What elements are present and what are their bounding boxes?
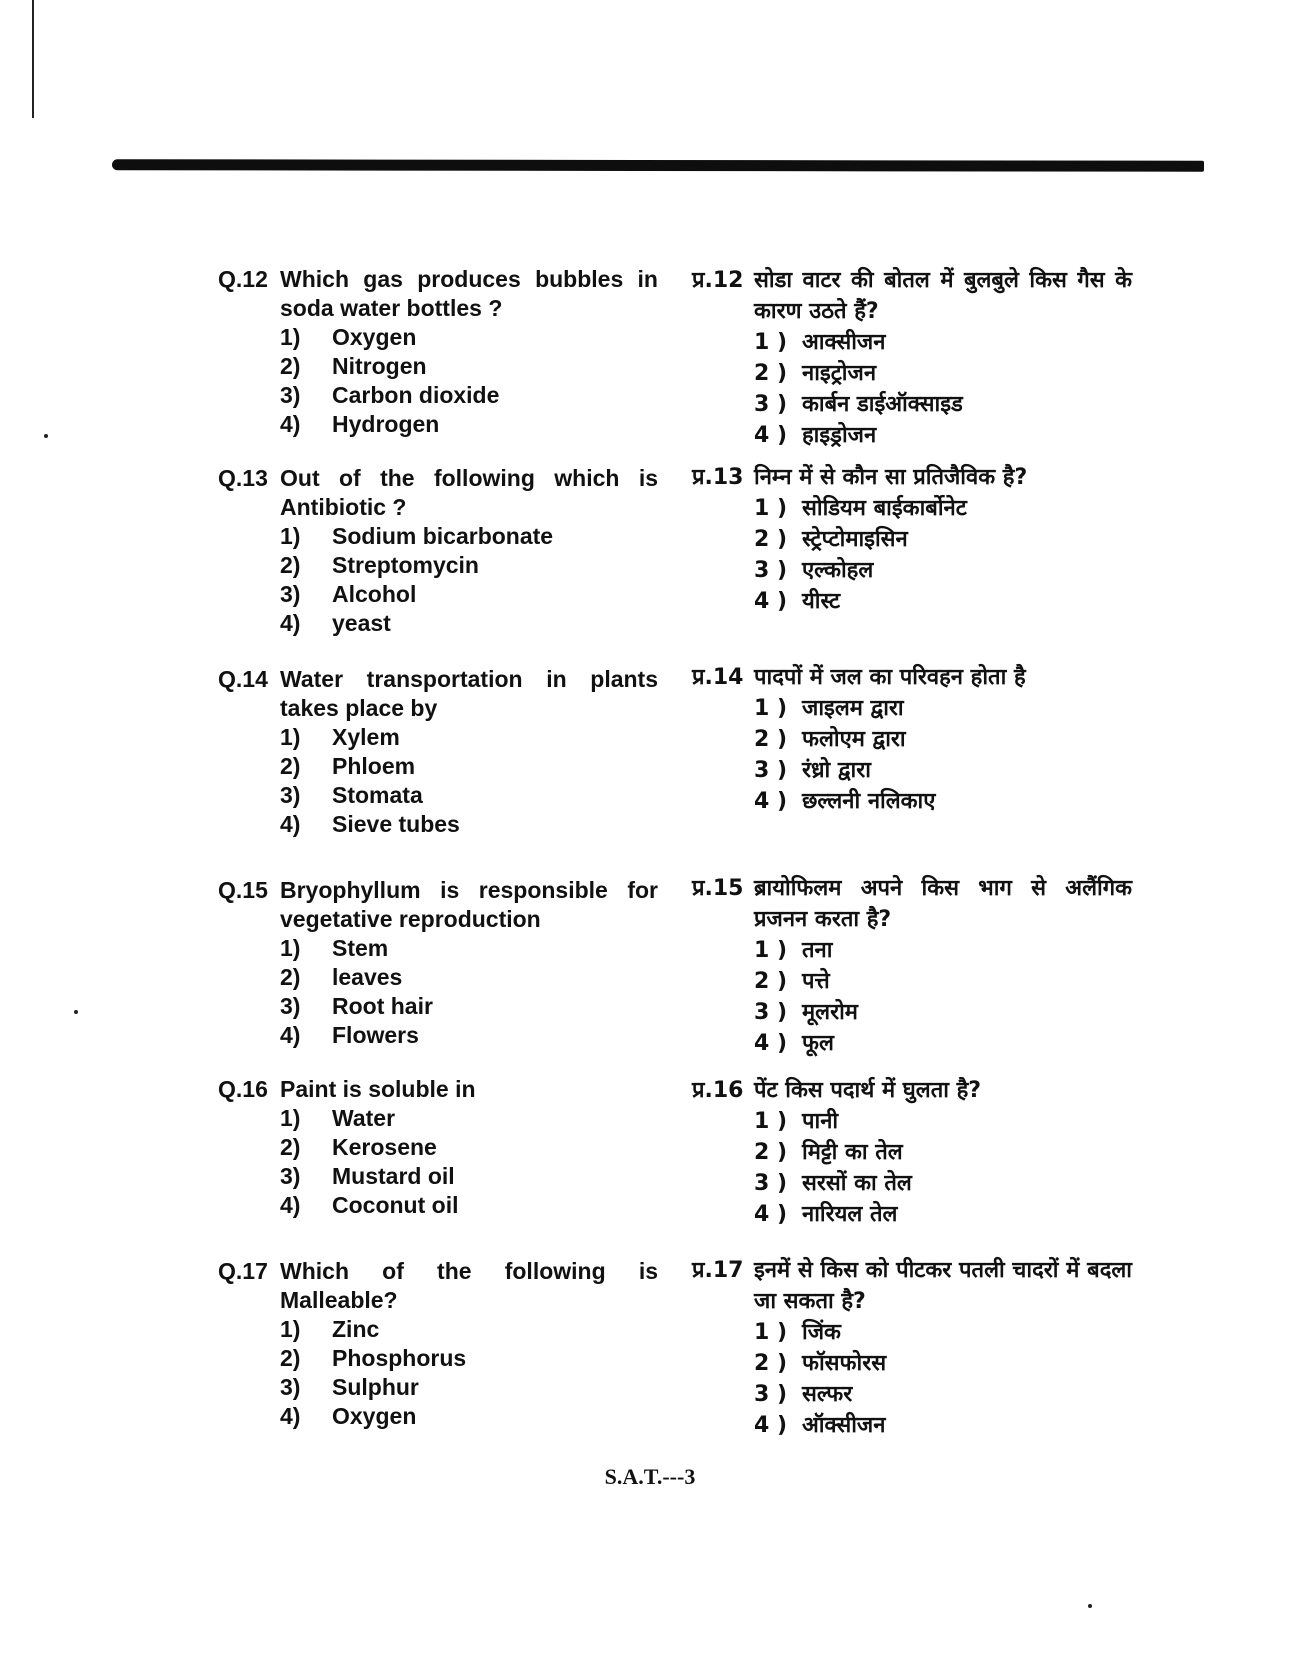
option: 3) Carbon dioxide: [280, 382, 500, 408]
option: 2 ) फॉसफोरस: [754, 1351, 887, 1376]
question-text: Paint is soluble in: [280, 1076, 476, 1102]
question-15-english: [218, 876, 658, 1050]
option: 2) Phloem: [280, 753, 416, 779]
question-16-english: [218, 1075, 658, 1220]
question-text: पादपों में जल का परिवहन होता है: [754, 665, 1026, 690]
question-number: प्र.17: [692, 1258, 744, 1283]
question-text: पेंट किस पदार्थ में घुलता है?: [754, 1078, 982, 1103]
question-12-hindi: [692, 265, 1132, 451]
option: 4) yeast: [280, 610, 391, 636]
question-number: प्र.15: [692, 876, 744, 901]
option: 3 ) सरसों का तेल: [754, 1171, 912, 1196]
option: 4 ) ऑक्सीजन: [754, 1413, 886, 1438]
option: 3) Root hair: [280, 993, 433, 1019]
question-text: Water transportation in plants takes place by: [280, 666, 658, 721]
option: 2) Nitrogen: [280, 353, 427, 379]
page-footer: S.A.T.---3: [604, 1464, 696, 1489]
option: 2) leaves: [280, 964, 403, 990]
option: 4) Flowers: [280, 1022, 419, 1048]
option: 1 ) तना: [754, 938, 833, 963]
option: 2) Kerosene: [280, 1134, 437, 1160]
question-text: Out of the following which is Antibiotic ?: [280, 465, 658, 520]
question-text: सोडा वाटर की बोतल में बुलबुले किस गैस के कारण उठते हैं?: [754, 268, 1132, 324]
option: 3 ) एल्कोहल: [754, 558, 874, 583]
option: 4 ) छल्लनी नलिकाए: [754, 789, 936, 814]
question-17-english: [218, 1257, 658, 1431]
header-rule: [112, 159, 1204, 172]
question-16-hindi: [692, 1075, 1132, 1230]
option: 2) Phosphorus: [280, 1345, 467, 1371]
question-number: प्र.16: [692, 1078, 744, 1103]
option: 2 ) मिट्टी का तेल: [754, 1140, 903, 1165]
scan-speck: [74, 1010, 78, 1014]
scan-speck: [44, 434, 48, 438]
option: 1) Xylem: [280, 724, 400, 750]
option: 3) Mustard oil: [280, 1163, 455, 1189]
option: 4) Coconut oil: [280, 1192, 459, 1218]
option: 1) Oxygen: [280, 324, 417, 350]
question-17-hindi: [692, 1255, 1132, 1441]
option: 2 ) स्ट्रेप्टोमाइसिन: [754, 527, 908, 552]
option: 2 ) नाइट्रोजन: [754, 361, 877, 386]
option: 4 ) नारियल तेल: [754, 1202, 898, 1227]
page-edge-line: [32, 0, 34, 118]
option: 1) Stem: [280, 935, 389, 961]
option: 1 ) जाइलम द्वारा: [754, 696, 904, 721]
option: 2 ) फलोएम द्वारा: [754, 727, 906, 752]
option: 2 ) पत्ते: [754, 969, 830, 994]
question-text: इनमें से किस को पीटकर पतली चादरों में बदला जा सकता है?: [754, 1258, 1132, 1314]
question-number: Q.16: [218, 1076, 268, 1102]
question-number: Q.13: [218, 465, 268, 491]
option: 3) Stomata: [280, 782, 423, 808]
question-text: निम्न में से कौन सा प्रतिजैविक है?: [754, 465, 1028, 490]
option: 3 ) मूलरोम: [754, 1000, 858, 1025]
option: 3) Sulphur: [280, 1374, 419, 1400]
question-text: ब्रायोफिलम अपने किस भाग से अलैंगिक प्रजनन करता है?: [754, 876, 1132, 932]
option: 4 ) यीस्ट: [754, 589, 841, 614]
question-number: Q.14: [218, 666, 268, 692]
option: 1 ) सोडियम बाईकार्बोनेट: [754, 496, 967, 521]
question-number: प्र.14: [692, 665, 744, 690]
question-number: Q.12: [218, 266, 268, 292]
option: 4) Hydrogen: [280, 411, 440, 437]
option: 3 ) रंध्रो द्वारा: [754, 758, 871, 783]
question-number: प्र.12: [692, 268, 744, 293]
question-14-hindi: [692, 662, 1132, 817]
option: 1) Zinc: [280, 1316, 380, 1342]
question-number: Q.15: [218, 877, 268, 903]
option: 4) Sieve tubes: [280, 811, 460, 837]
option: 1 ) पानी: [754, 1109, 839, 1134]
question-12-english: [218, 265, 658, 439]
option: 1 ) जिंक: [754, 1320, 841, 1345]
question-text: Which of the following is Malleable?: [280, 1258, 658, 1313]
option: 4 ) हाइड्रोजन: [754, 423, 877, 448]
question-13-english: [218, 464, 658, 638]
option: 3 ) कार्बन डाईऑक्साइड: [754, 392, 963, 417]
question-number: Q.17: [218, 1258, 268, 1284]
question-15-hindi: [692, 873, 1132, 1059]
option: 4 ) फूल: [754, 1031, 834, 1056]
question-number: प्र.13: [692, 465, 744, 490]
option: 1 ) आक्सीजन: [754, 330, 886, 355]
scan-speck: [1088, 1604, 1092, 1608]
question-14-english: [218, 665, 658, 839]
option: 4) Oxygen: [280, 1403, 417, 1429]
question-text: Which gas produces bubbles in soda water bottles ?: [280, 266, 658, 321]
option: 3) Alcohol: [280, 581, 417, 607]
option: 3 ) सल्फर: [754, 1382, 853, 1407]
option: 1) Sodium bicarbonate: [280, 523, 554, 549]
question-13-hindi: [692, 462, 1132, 617]
option: 1) Water: [280, 1105, 396, 1131]
option: 2) Streptomycin: [280, 552, 479, 578]
question-text: Bryophyllum is responsible for vegetative reproduction: [280, 877, 658, 932]
